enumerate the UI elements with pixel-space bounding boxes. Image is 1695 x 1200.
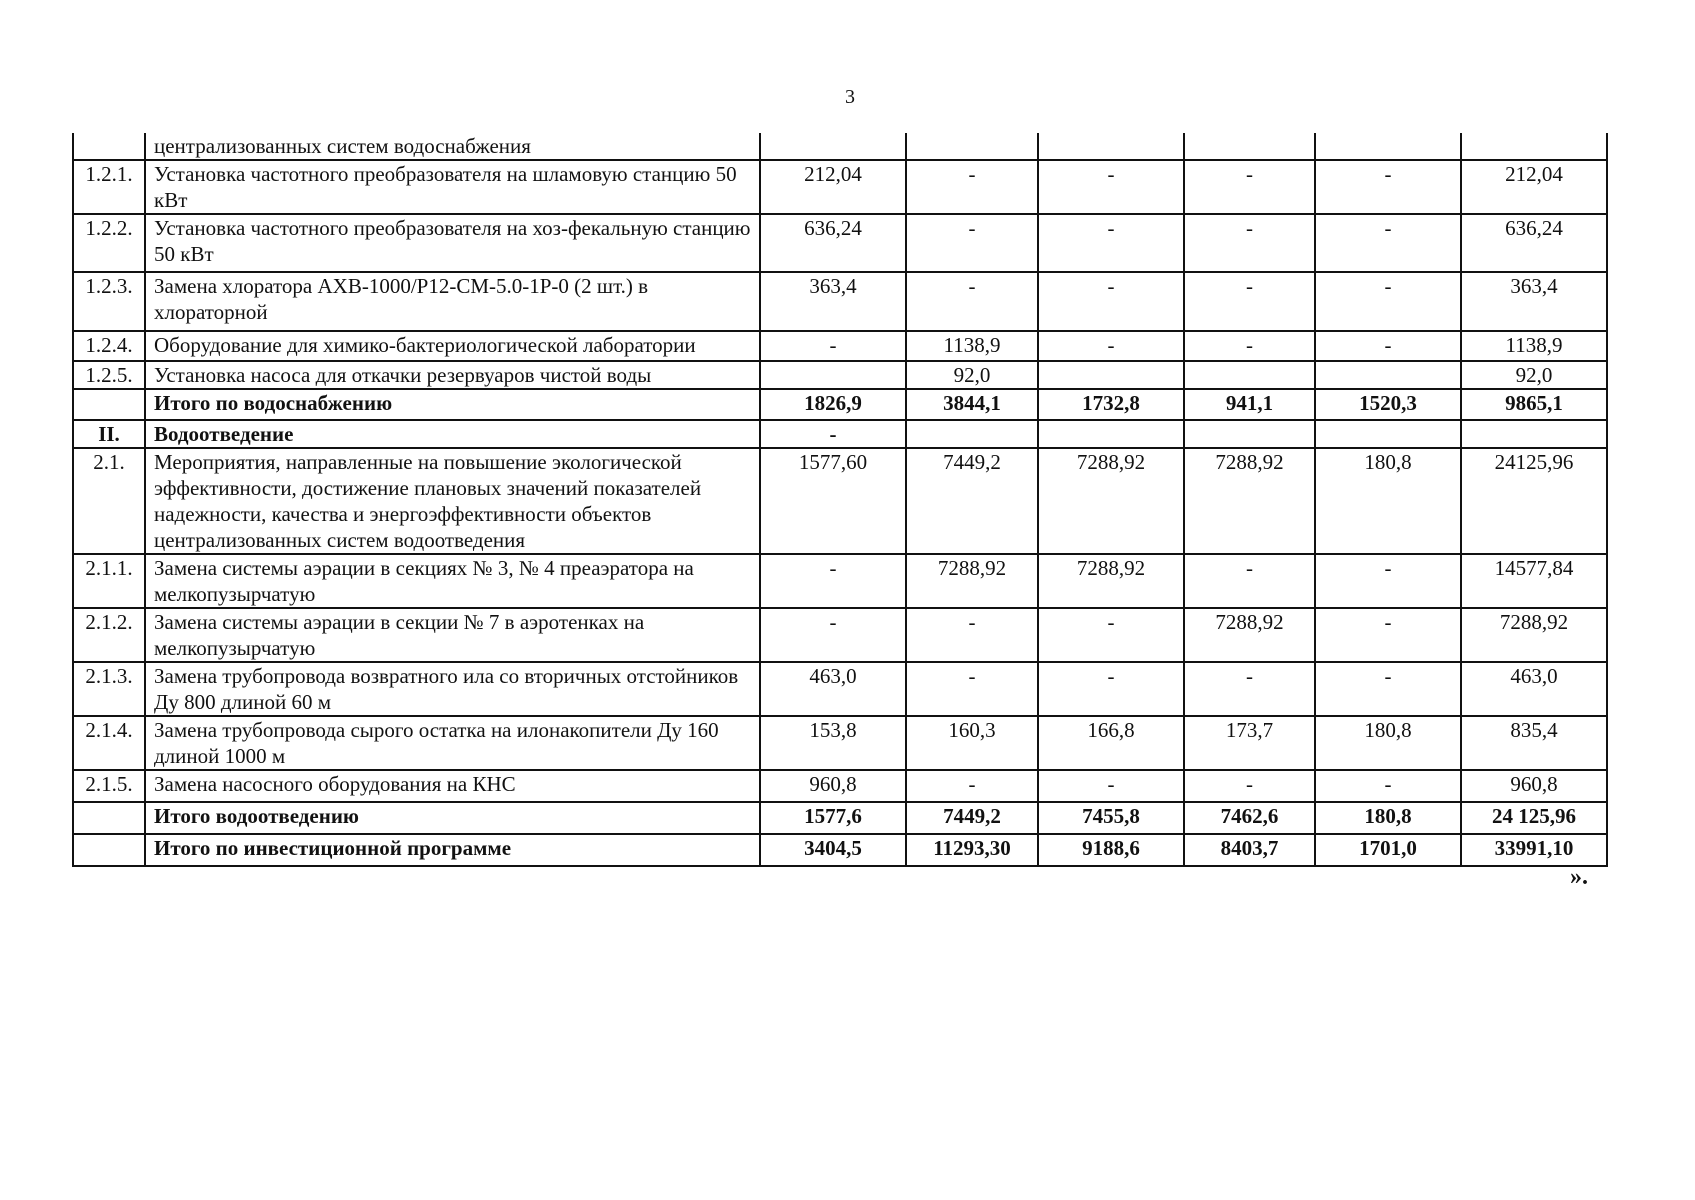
row-y2: 7449,2 — [906, 448, 1038, 554]
row-name: Итого водоотведению — [145, 802, 760, 834]
row-code: 2.1.4. — [73, 716, 145, 770]
row-y5 — [1315, 361, 1461, 389]
row-y3: 166,8 — [1038, 716, 1184, 770]
row-name: Оборудование для химико-бактериологической лаборатории — [145, 331, 760, 361]
row-code — [73, 389, 145, 420]
row-code: 2.1.5. — [73, 770, 145, 802]
row-total: 92,0 — [1461, 361, 1607, 389]
row-code — [73, 133, 145, 160]
row-total: 7288,92 — [1461, 608, 1607, 662]
row-y4: 8403,7 — [1184, 834, 1315, 866]
row-name: централизованных систем водоснабжения — [145, 133, 760, 160]
row-y4: - — [1184, 272, 1315, 331]
row-total: 363,4 — [1461, 272, 1607, 331]
row-y4: 941,1 — [1184, 389, 1315, 420]
page-number: 3 — [845, 86, 855, 108]
row-code: 1.2.2. — [73, 214, 145, 272]
row-y1: 1577,60 — [760, 448, 906, 554]
row-y2: 7288,92 — [906, 554, 1038, 608]
row-name: Итого по водоснабжению — [145, 389, 760, 420]
row-name: Замена системы аэрации в секции № 7 в аэротенках на мелкопузырчатую — [145, 608, 760, 662]
row-y4: 7462,6 — [1184, 802, 1315, 834]
row-y3 — [1038, 133, 1184, 160]
row-code: 1.2.3. — [73, 272, 145, 331]
row-name: Замена трубопровода сырого остатка на илонакопители Ду 160 длиной 1000 м — [145, 716, 760, 770]
row-y1: - — [760, 554, 906, 608]
row-y3: 1732,8 — [1038, 389, 1184, 420]
row-y5: 180,8 — [1315, 448, 1461, 554]
row-y5: - — [1315, 331, 1461, 361]
row-y1: 463,0 — [760, 662, 906, 716]
row-y4: - — [1184, 160, 1315, 214]
subtotal-row — [73, 389, 1607, 420]
row-y5: 180,8 — [1315, 802, 1461, 834]
row-y2 — [906, 420, 1038, 448]
row-y3: - — [1038, 608, 1184, 662]
row-total: 636,24 — [1461, 214, 1607, 272]
row-code: II. — [73, 420, 145, 448]
row-y3: 7288,92 — [1038, 448, 1184, 554]
row-y5: 180,8 — [1315, 716, 1461, 770]
table-row — [73, 160, 1607, 214]
row-total — [1461, 133, 1607, 160]
row-name: Установка частотного преобразователя на хоз-фекальную станцию 50 кВт — [145, 214, 760, 272]
row-y3: - — [1038, 662, 1184, 716]
row-y1: 1577,6 — [760, 802, 906, 834]
row-code: 1.2.1. — [73, 160, 145, 214]
subtotal-row — [73, 802, 1607, 834]
grand-total-row — [73, 834, 1607, 866]
table-row — [73, 554, 1607, 608]
row-y5: - — [1315, 160, 1461, 214]
table-row — [73, 133, 1607, 160]
row-y2: - — [906, 770, 1038, 802]
row-total: 33991,10 — [1461, 834, 1607, 866]
row-name: Мероприятия, направленные на повышение экологической эффективности, достижение плановых значений показателей надежности, качества и энергоэффективности объектов централизованных систем водоотведения — [145, 448, 760, 554]
row-y4 — [1184, 361, 1315, 389]
row-y1 — [760, 133, 906, 160]
row-y2: 3844,1 — [906, 389, 1038, 420]
row-y1: 960,8 — [760, 770, 906, 802]
row-y1: 1826,9 — [760, 389, 906, 420]
row-code: 2.1. — [73, 448, 145, 554]
row-y1 — [760, 361, 906, 389]
row-y4: - — [1184, 554, 1315, 608]
row-name: Водоотведение — [145, 420, 760, 448]
row-y4 — [1184, 420, 1315, 448]
row-y4: 173,7 — [1184, 716, 1315, 770]
row-y2: - — [906, 214, 1038, 272]
row-y2: 1138,9 — [906, 331, 1038, 361]
section-header-row — [73, 420, 1607, 448]
row-y3: - — [1038, 214, 1184, 272]
row-name: Установка насоса для откачки резервуаров чистой воды — [145, 361, 760, 389]
row-code: 2.1.3. — [73, 662, 145, 716]
row-code: 2.1.2. — [73, 608, 145, 662]
row-total: 1138,9 — [1461, 331, 1607, 361]
row-y2: - — [906, 272, 1038, 331]
row-y5: - — [1315, 662, 1461, 716]
table-row — [73, 662, 1607, 716]
row-total — [1461, 420, 1607, 448]
row-code: 2.1.1. — [73, 554, 145, 608]
row-name: Замена трубопровода возвратного ила со вторичных отстойников Ду 800 длиной 60 м — [145, 662, 760, 716]
row-y5: - — [1315, 554, 1461, 608]
row-y3 — [1038, 361, 1184, 389]
row-y5 — [1315, 133, 1461, 160]
row-y4 — [1184, 133, 1315, 160]
row-name: Замена насосного оборудования на КНС — [145, 770, 760, 802]
row-y5: - — [1315, 608, 1461, 662]
table-row — [73, 361, 1607, 389]
row-y2: 92,0 — [906, 361, 1038, 389]
row-y4: - — [1184, 770, 1315, 802]
row-y3 — [1038, 420, 1184, 448]
row-y5: 1520,3 — [1315, 389, 1461, 420]
table-row — [73, 448, 1607, 554]
row-y1: 153,8 — [760, 716, 906, 770]
row-y1: 636,24 — [760, 214, 906, 272]
row-total: 960,8 — [1461, 770, 1607, 802]
row-y5: - — [1315, 214, 1461, 272]
row-name: Замена системы аэрации в секциях № 3, № 4 преаэратора на мелкопузырчатую — [145, 554, 760, 608]
row-y3: 9188,6 — [1038, 834, 1184, 866]
row-y4: - — [1184, 662, 1315, 716]
row-y1: - — [760, 608, 906, 662]
row-y3: 7288,92 — [1038, 554, 1184, 608]
row-code — [73, 834, 145, 866]
investment-program-table — [72, 133, 1608, 867]
row-y5: - — [1315, 272, 1461, 331]
row-total: 835,4 — [1461, 716, 1607, 770]
row-total: 14577,84 — [1461, 554, 1607, 608]
row-y2: 11293,30 — [906, 834, 1038, 866]
row-code: 1.2.5. — [73, 361, 145, 389]
row-y3: - — [1038, 770, 1184, 802]
row-y3: - — [1038, 331, 1184, 361]
row-name: Итого по инвестиционной программе — [145, 834, 760, 866]
row-name: Установка частотного преобразователя на шламовую станцию 50 кВт — [145, 160, 760, 214]
row-total: 24125,96 — [1461, 448, 1607, 554]
row-total: 9865,1 — [1461, 389, 1607, 420]
row-y5: - — [1315, 770, 1461, 802]
row-y3: 7455,8 — [1038, 802, 1184, 834]
row-name: Замена хлоратора АХВ-1000/Р12-СМ-5.0-1Р-0 (2 шт.) в хлораторной — [145, 272, 760, 331]
closing-quote: ». — [1570, 864, 1588, 890]
row-y4: - — [1184, 214, 1315, 272]
row-y2 — [906, 133, 1038, 160]
row-y2: - — [906, 160, 1038, 214]
row-y2: - — [906, 662, 1038, 716]
row-y4: 7288,92 — [1184, 608, 1315, 662]
row-y2: - — [906, 608, 1038, 662]
table-row — [73, 331, 1607, 361]
row-code: 1.2.4. — [73, 331, 145, 361]
row-total: 212,04 — [1461, 160, 1607, 214]
table-row — [73, 214, 1607, 272]
row-y2: 160,3 — [906, 716, 1038, 770]
row-y2: 7449,2 — [906, 802, 1038, 834]
row-y5 — [1315, 420, 1461, 448]
row-y5: 1701,0 — [1315, 834, 1461, 866]
row-y4: 7288,92 — [1184, 448, 1315, 554]
row-total: 24 125,96 — [1461, 802, 1607, 834]
row-y1: - — [760, 331, 906, 361]
row-y3: - — [1038, 272, 1184, 331]
table-row — [73, 716, 1607, 770]
table-row — [73, 608, 1607, 662]
table-row — [73, 770, 1607, 802]
table-row — [73, 272, 1607, 331]
row-y1: 212,04 — [760, 160, 906, 214]
row-y4: - — [1184, 331, 1315, 361]
row-code — [73, 802, 145, 834]
row-y3: - — [1038, 160, 1184, 214]
row-y1: 3404,5 — [760, 834, 906, 866]
row-total: 463,0 — [1461, 662, 1607, 716]
row-y1: - — [760, 420, 906, 448]
row-y1: 363,4 — [760, 272, 906, 331]
